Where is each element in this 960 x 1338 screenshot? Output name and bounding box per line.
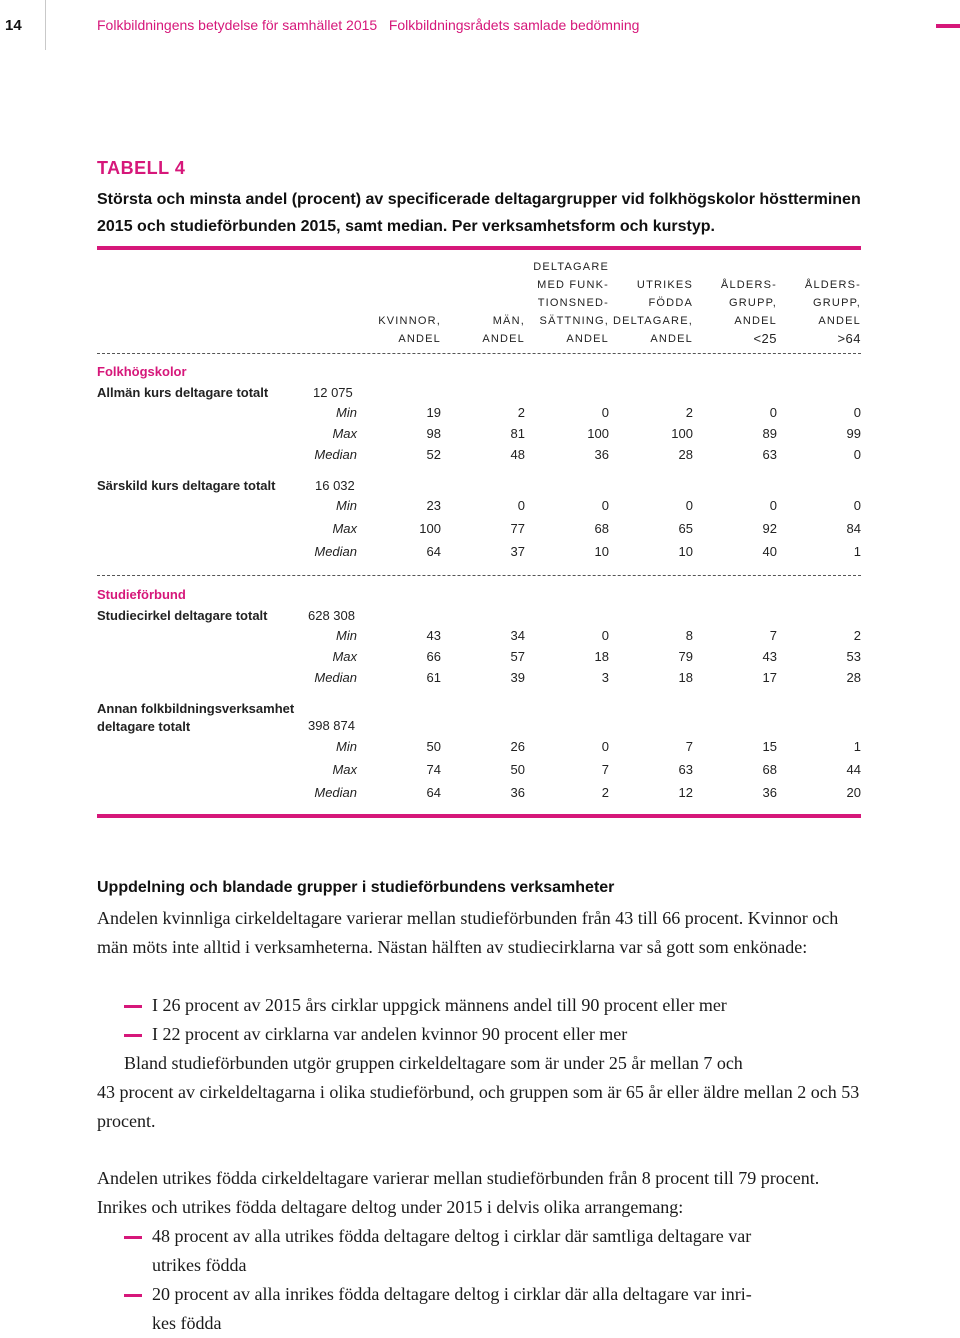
table-cell: 57 (510, 649, 525, 664)
col-header-line: DELTAGARE, (612, 315, 693, 327)
table-cell: 7 (769, 628, 777, 643)
table-top-rule (97, 246, 861, 250)
table-cell: 61 (426, 670, 441, 685)
bullet-line: 48 procent av alla utrikes födda deltagare deltog i cirklar där samtliga deltagare var (152, 1226, 752, 1246)
stat-label: Max (332, 762, 357, 777)
col-header-line: ANDEL (734, 315, 777, 327)
group-label (97, 700, 294, 736)
table-cell: 2 (517, 405, 525, 420)
col-header-line: KVINNOR, (378, 315, 441, 327)
table-cell: 18 (594, 649, 609, 664)
bullet-item (152, 1280, 872, 1338)
table-cell: 52 (426, 447, 441, 462)
table-cell: 36 (510, 785, 525, 800)
paragraph-3: Andelen utrikes födda cirkeldeltagare varierar mellan studieförbunden från 8 procent till 79 procent. Inrikes och utrikes födda deltagare deltog under 2015 i delvis olika arrangemang: (97, 1168, 820, 1217)
table-cell: 0 (601, 628, 609, 643)
table-cell: 28 (846, 670, 861, 685)
group-label: Studiecirkel deltagare totalt (97, 608, 268, 623)
table-cell: 10 (594, 544, 609, 559)
table-cell: 20 (846, 785, 861, 800)
section-label-folkhogskolor: Folkhögskolor (97, 364, 187, 379)
table-cell: 18 (678, 670, 693, 685)
table-cell: 0 (853, 498, 861, 513)
table-cell: 15 (762, 739, 777, 754)
bullet-dash-icon (124, 1034, 142, 1037)
table-cell: 8 (685, 628, 693, 643)
table-cell: 12 (678, 785, 693, 800)
group-label: Allmän kurs deltagare totalt (97, 385, 269, 400)
table-cell: 89 (762, 426, 777, 441)
running-title: Folkbildningens betydelse för samhället 2015 Folkbildningsrådets samlade bedömning (97, 17, 640, 33)
table-cell: 36 (594, 447, 609, 462)
table-cell: 0 (601, 405, 609, 420)
section-divider-dashed (97, 575, 861, 576)
group-total: 12 075 (313, 385, 353, 400)
stat-label: Median (314, 785, 357, 800)
table-cell: 1 (853, 739, 861, 754)
table-bottom-rule (97, 814, 861, 818)
table-cell: 92 (762, 521, 777, 536)
col-header-man (482, 312, 525, 348)
paragraph-1: Andelen kvinnliga cirkeldeltagare varierar mellan studieförbunden från 43 till 66 procent. Kvinnor och män möts inte alltid i verksamheterna. Nästan hälften av studiecirklarna var så gott som enkönade: (97, 908, 839, 957)
col-header-utrikes-fodda (613, 276, 693, 348)
col-header-line: GRUPP, (813, 297, 861, 309)
group-total: 16 032 (315, 478, 355, 493)
table-cell: 0 (769, 405, 777, 420)
stat-label: Median (314, 544, 357, 559)
table-cell: 2 (685, 405, 693, 420)
stat-label: Min (336, 739, 357, 754)
table-cell: 53 (846, 649, 861, 664)
col-header-age-over-64 (805, 276, 861, 348)
table-cell: 2 (601, 785, 609, 800)
table-cell: 68 (594, 521, 609, 536)
table-cell: 0 (517, 498, 525, 513)
table-cell: 48 (510, 447, 525, 462)
table-cell: 64 (426, 544, 441, 559)
table-cell: 34 (510, 628, 525, 643)
stat-label: Max (332, 426, 357, 441)
bullet-line: 20 procent av alla inrikes födda deltagare deltog i cirklar där alla deltagare var inri- (152, 1284, 752, 1304)
stat-label: Median (314, 447, 357, 462)
col-header-line: SÄTTNING, (539, 315, 609, 327)
table-cell: 74 (426, 762, 441, 777)
col-header-line: ANDEL (818, 315, 861, 327)
stat-label: Min (336, 405, 357, 420)
page-number: 14 (5, 17, 22, 34)
stat-label: Min (336, 498, 357, 513)
paragraph-2-first-line: Bland studieförbunden utgör gruppen cirkeldeltagare som är under 25 år mellan 7 och (124, 1053, 743, 1073)
stat-label: Max (332, 521, 357, 536)
col-header-kvinnor (378, 312, 441, 348)
table-cell: 43 (426, 628, 441, 643)
table-cell: 2 (853, 628, 861, 643)
table-cell: 100 (419, 521, 441, 536)
table-cell: 64 (426, 785, 441, 800)
table-cell: 23 (426, 498, 441, 513)
col-header-line: UTRIKES (636, 279, 693, 291)
table-cell: 17 (762, 670, 777, 685)
table-cell: 7 (685, 739, 693, 754)
table-cell: 7 (601, 762, 609, 777)
col-header-line: ÅLDERS- (804, 279, 861, 291)
col-header-line: ANDEL (650, 333, 693, 345)
table-cell: 63 (762, 447, 777, 462)
col-header-age-range: <25 (753, 331, 777, 346)
stat-label: Min (336, 628, 357, 643)
col-header-line: DELTAGARE (533, 261, 609, 273)
group-total: 398 874 (308, 718, 355, 733)
table-cell: 39 (510, 670, 525, 685)
col-header-funktionsnedsattning (533, 258, 609, 348)
table-cell: 0 (853, 447, 861, 462)
stat-label: Median (314, 670, 357, 685)
paragraph-2-rest: 43 procent av cirkeldeltagarna i olika studieförbund, och gruppen som är 65 år eller äldre mellan 2 och 53 procent. (97, 1082, 860, 1131)
col-header-line: MED FUNK- (537, 279, 609, 291)
col-header-line: GRUPP, (729, 297, 777, 309)
bullet-item: I 22 procent av cirklarna var andelen kvinnor 90 procent eller mer (152, 1024, 628, 1044)
group-total: 628 308 (308, 608, 355, 623)
table-cell: 37 (510, 544, 525, 559)
col-header-line: TIONSNED- (537, 297, 609, 309)
table-cell: 36 (762, 785, 777, 800)
table-cell: 0 (601, 498, 609, 513)
table-cell: 50 (426, 739, 441, 754)
bullet-item (152, 1222, 872, 1280)
table-cell: 26 (510, 739, 525, 754)
bullet-dash-icon (124, 1005, 142, 1008)
group-label-line: Annan folkbildningsverksamhet (97, 701, 295, 716)
col-header-line: ANDEL (482, 333, 525, 345)
table-cell: 19 (426, 405, 441, 420)
bullet-line: kes födda (152, 1313, 222, 1333)
group-label: Särskild kurs deltagare totalt (97, 478, 276, 493)
table-title: Största och minsta andel (procent) av specificerade deltagargrupper vid folkhögskolor höstterminen 2015 och studieförbunden 2015, samt median. Per verksamhetsform och kurstyp. (97, 191, 861, 235)
bullet-item: I 26 procent av 2015 års cirklar uppgick männens andel till 90 procent eller mer (152, 995, 727, 1015)
table-cell: 98 (426, 426, 441, 441)
table-cell: 0 (769, 498, 777, 513)
bullet-dash-icon (124, 1236, 142, 1239)
col-header-age-range: >64 (837, 331, 861, 346)
table-cell: 1 (853, 544, 861, 559)
table-cell: 44 (846, 762, 861, 777)
table-cell: 99 (846, 426, 861, 441)
table-label: TABELL 4 (97, 158, 186, 178)
col-header-age-under-25 (721, 276, 777, 348)
header-divider (45, 0, 46, 50)
table-cell: 65 (678, 521, 693, 536)
bullet-line: utrikes födda (152, 1255, 247, 1275)
col-header-line: FÖDDA (648, 297, 693, 309)
header-divider-dashed (97, 353, 861, 354)
section-label-studieforbund: Studieförbund (97, 587, 186, 602)
table-cell: 77 (510, 521, 525, 536)
corner-accent (936, 24, 960, 28)
table-cell: 100 (671, 426, 693, 441)
table-cell: 3 (601, 670, 609, 685)
table-cell: 84 (846, 521, 861, 536)
col-header-line: ANDEL (398, 333, 441, 345)
table-cell: 10 (678, 544, 693, 559)
table-cell: 79 (678, 649, 693, 664)
table-cell: 68 (762, 762, 777, 777)
body-heading: Uppdelning och blandade grupper i studieförbundens verksamheter (97, 879, 615, 896)
table-cell: 66 (426, 649, 441, 664)
bullet-dash-icon (124, 1294, 142, 1297)
table-cell: 100 (587, 426, 609, 441)
table-cell: 63 (678, 762, 693, 777)
table-cell: 0 (685, 498, 693, 513)
table-cell: 50 (510, 762, 525, 777)
table-cell: 40 (762, 544, 777, 559)
group-label-line: deltagare totalt (97, 719, 191, 734)
table-cell: 0 (853, 405, 861, 420)
stat-label: Max (332, 649, 357, 664)
table-cell: 43 (762, 649, 777, 664)
col-header-line: ANDEL (566, 333, 609, 345)
table-cell: 28 (678, 447, 693, 462)
col-header-line: MÄN, (492, 315, 525, 327)
table-cell: 81 (510, 426, 525, 441)
col-header-line: ÅLDERS- (720, 279, 777, 291)
table-cell: 0 (601, 739, 609, 754)
